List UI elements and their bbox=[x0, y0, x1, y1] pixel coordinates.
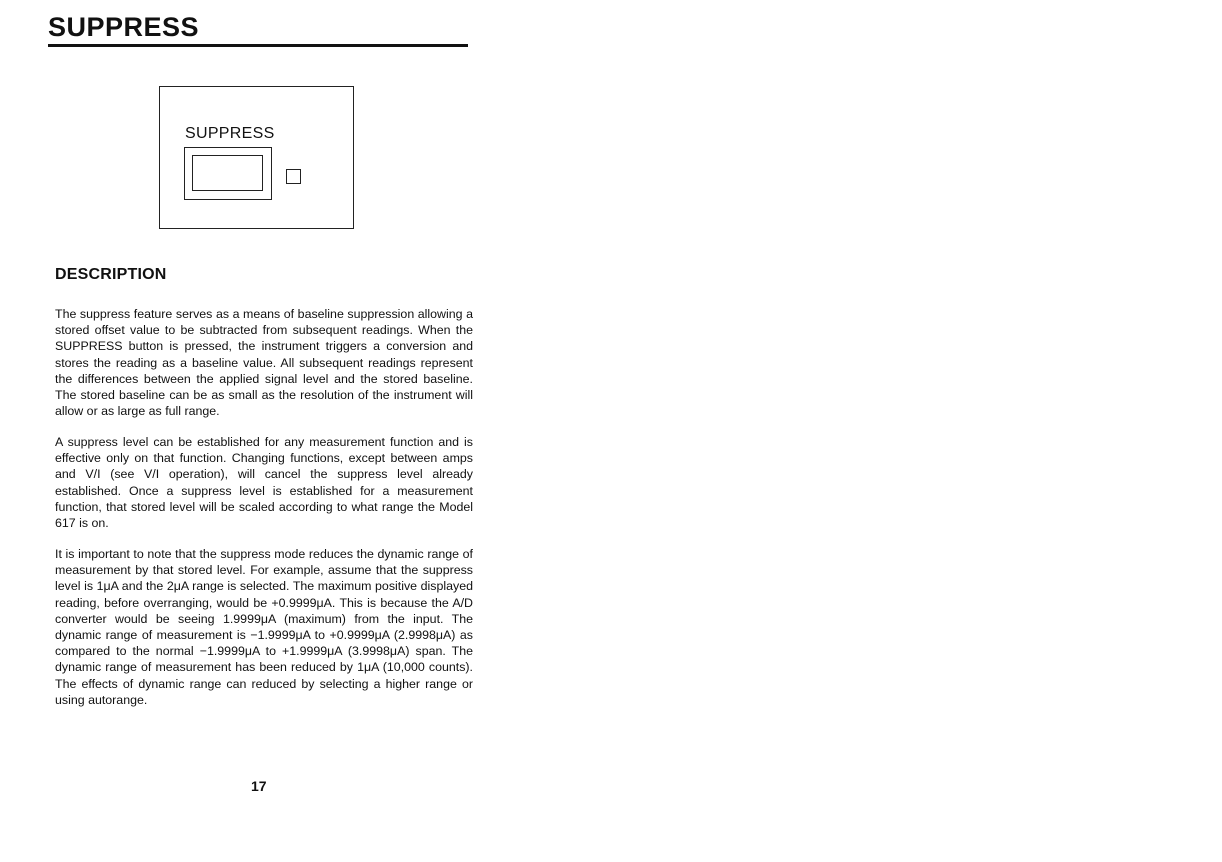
suppress-button-icon bbox=[184, 147, 272, 200]
paragraph-2: A suppress level can be established for any measurement function and is effective only on that function. Changing functions, except between amps and V/I (see V/I operation), will cancel the suppress level already established. Once a suppress level is established for a measurement function, that stored level will be scaled according to what range the Model 617 is on. bbox=[55, 435, 473, 531]
title-underline bbox=[48, 44, 468, 47]
indicator-led-icon bbox=[286, 169, 301, 184]
suppress-button-face bbox=[192, 155, 263, 191]
paragraph-3: It is important to note that the suppress mode reduces the dynamic range of measurement by that stored level. For example, assume that the suppress level is 1μA and the 2μA range is selected. The maximum positive displayed reading, before overranging, would be +0.9999μA. This is because the A/D converter would be seeing 1.9999μA (maximum) from the input. The dynamic range of measurement is −1.9999μA to +0.9999μA (2.9998μA) as compared to the normal −1.9999μA to +1.9999μA (3.9998μA) span. The dynamic range of measurement has been reduced by 1μA (10,000 counts). The effects of dynamic range can reduced by selecting a higher range or using autorange. bbox=[55, 547, 473, 707]
paragraph-1: The suppress feature serves as a means of baseline suppression allowing a stored offset value to be subtracted from subsequent readings. When the SUPPRESS button is pressed, the instrument triggers a conversion and stores the reading as a baseline value. All subsequent readings represent the differences between the applied signal level and the stored baseline. The stored baseline can be as small as the resolution of the instrument will allow or as large as full range. bbox=[55, 307, 473, 419]
page-title: SUPPRESS bbox=[48, 12, 200, 42]
section-heading: DESCRIPTION bbox=[55, 266, 167, 283]
panel-label: SUPPRESS bbox=[185, 125, 275, 142]
page-number: 17 bbox=[251, 778, 267, 794]
front-panel-illustration bbox=[159, 86, 354, 229]
